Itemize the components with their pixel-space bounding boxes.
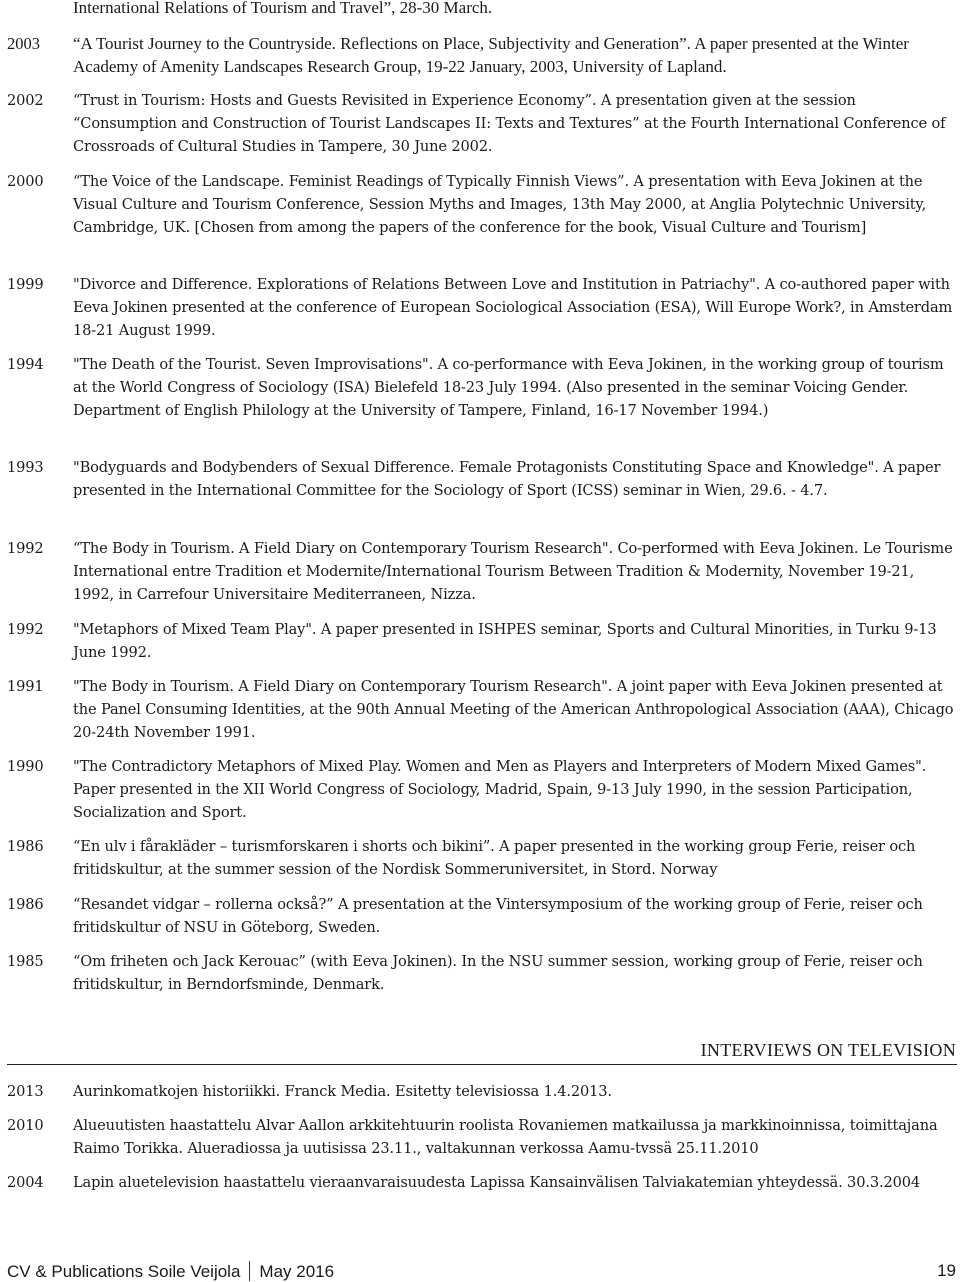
entry-text: “The Voice of the Landscape. Feminist Readings of Typically Finnish Views”. A presentation with Eeva Jokinen at the Visual Culture and Tourism Conference, Session Myths and Images, 13th May 2000, at Anglia Polytechnic University, Cambridge, UK. [Chosen from among the papers of the conference for the book, Visual Culture and Tourism] — [73, 173, 927, 236]
entry-year: 1994 — [7, 356, 44, 373]
entry-text: Alueuutisten haastattelu Alvar Aallon arkkitehtuurin roolista Rovaniemen matkailussa ja markkinoinnissa, toimittajana Raimo Torikka. Alueradiossa ja uutisissa 23.11., valtakunnan verkossa Aamu-tvssä 25.11.2010 — [73, 1117, 938, 1157]
entry-text: “Om friheten och Jack Kerouac” (with Eeva Jokinen). In the NSU summer session, working group of Ferie, reiser och fritidskultur, in Berndorfsminde, Denmark. — [73, 953, 923, 993]
entry-text: “Trust in Tourism: Hosts and Guests Revisited in Experience Economy”. A presentation given at the session “Consumption and Construction of Tourist Landscapes II: Texts and Textures” at the Fourth International Conference of Crossroads of Cultural Studies in Tampere, 30 June 2002. — [73, 92, 946, 155]
section-divider — [7, 1064, 957, 1065]
entry-text: International Relations of Tourism and Travel”, 28-30 March. — [73, 0, 493, 17]
entry-year: 2013 — [7, 1083, 44, 1100]
entry-year: 1991 — [7, 678, 44, 695]
entry-text: “The Body in Tourism. A Field Diary on Contemporary Tourism Research". Co-performed with Eeva Jokinen. Le Tourisme International entre Tradition et Modernite/International Tourism Between Tradition & Modernity, November 19-21, 1992, in Carrefour Universitaire Mediterraneen, Nizza. — [73, 540, 953, 603]
entry-text: "Divorce and Difference. Explorations of Relations Between Love and Institution in Patriachy". A co-authored paper with Eeva Jokinen presented at the conference of European Sociological Association (ESA), Will Europe Work?, in Amsterdam 18-21 August 1999. — [73, 276, 953, 339]
entry-year: 1986 — [7, 838, 44, 855]
footer-left — [7, 1261, 334, 1282]
entry-year: 2010 — [7, 1117, 44, 1134]
entry-text: "Metaphors of Mixed Team Play". A paper presented in ISHPES seminar, Sports and Cultural Minorities, in Turku 9-13 June 1992. — [73, 621, 937, 661]
entry-year: 1985 — [7, 953, 44, 970]
entry-year: 2002 — [7, 92, 44, 109]
entry-year: 1999 — [7, 276, 44, 293]
entry-text: "The Contradictory Metaphors of Mixed Play. Women and Men as Players and Interpreters of Modern Mixed Games". Paper presented in the XII World Congress of Sociology, Madrid, Spain, 9-13 July 1990, in the session Participation, Socialization and Sport. — [73, 758, 927, 821]
entry-text: "The Body in Tourism. A Field Diary on Contemporary Tourism Research". A joint paper with Eeva Jokinen presented at the Panel Consuming Identities, at the 90th Annual Meeting of the American Anthropological Association (AAA), Chicago 20-24th November 1991. — [73, 678, 954, 741]
page-footer — [0, 1258, 960, 1282]
entry-year: 1986 — [7, 896, 44, 913]
entry-text: Lapin aluetelevision haastattelu vieraanvaraisuudesta Lapissa Kansainvälisen Talviakatemian yhteydessä. 30.3.2004 — [73, 1174, 920, 1191]
entry-year: 2004 — [7, 1174, 44, 1191]
entry-year: 1990 — [7, 758, 44, 775]
entry-year: 1992 — [7, 621, 44, 638]
entry-text: "Bodyguards and Bodybenders of Sexual Difference. Female Protagonists Constituting Space and Knowledge". A paper presented in the International Committee for the Sociology of Sport (ICSS) seminar in Wien, 29.6. - 4.7. — [73, 459, 941, 499]
entry-year: 2000 — [7, 173, 44, 190]
entry-text: "The Death of the Tourist. Seven Improvisations". A co-performance with Eeva Jokinen, in the working group of tourism at the World Congress of Sociology (ISA) Bielefeld 18-23 July 1994. (Also presented in the seminar Voicing Gender. Department of English Philology at the University of Tampere, Finland, 16-17 November 1994.) — [73, 356, 944, 419]
page-number: 19 — [937, 1261, 956, 1280]
entry-text: “En ulv i fårakläder – turismforskaren i shorts och bikini”. A paper presented in the working group Ferie, reiser och fritidskultur, at the summer session of the Nordisk Sommeruniversitet, in Stord. Norway — [73, 838, 916, 878]
footer-author: CV & Publications Soile Veijola — [7, 1262, 241, 1281]
entry-text: “A Tourist Journey to the Countryside. Reflections on Place, Subjectivity and Generation”. A paper presented at the Winter Academy of Amenity Landscapes Research Group, 19-22 January, 2003, University of Lapland. — [73, 34, 909, 76]
entry-year: 2003 — [7, 34, 40, 53]
entry-text: Aurinkomatkojen historiikki. Franck Media. Esitetty televisiossa 1.4.2013. — [73, 1083, 612, 1100]
footer-separator — [249, 1261, 250, 1281]
entry-year: 1992 — [7, 540, 44, 557]
footer-date: May 2016 — [259, 1262, 335, 1281]
entry-year: 1993 — [7, 459, 44, 476]
section-heading-interviews: INTERVIEWS ON TELEVISION — [700, 1040, 956, 1060]
entry-text: “Resandet vidgar – rollerna också?” A presentation at the Vintersymposium of the working group of Ferie, reiser och fritidskultur of NSU in Göteborg, Sweden. — [73, 896, 923, 936]
